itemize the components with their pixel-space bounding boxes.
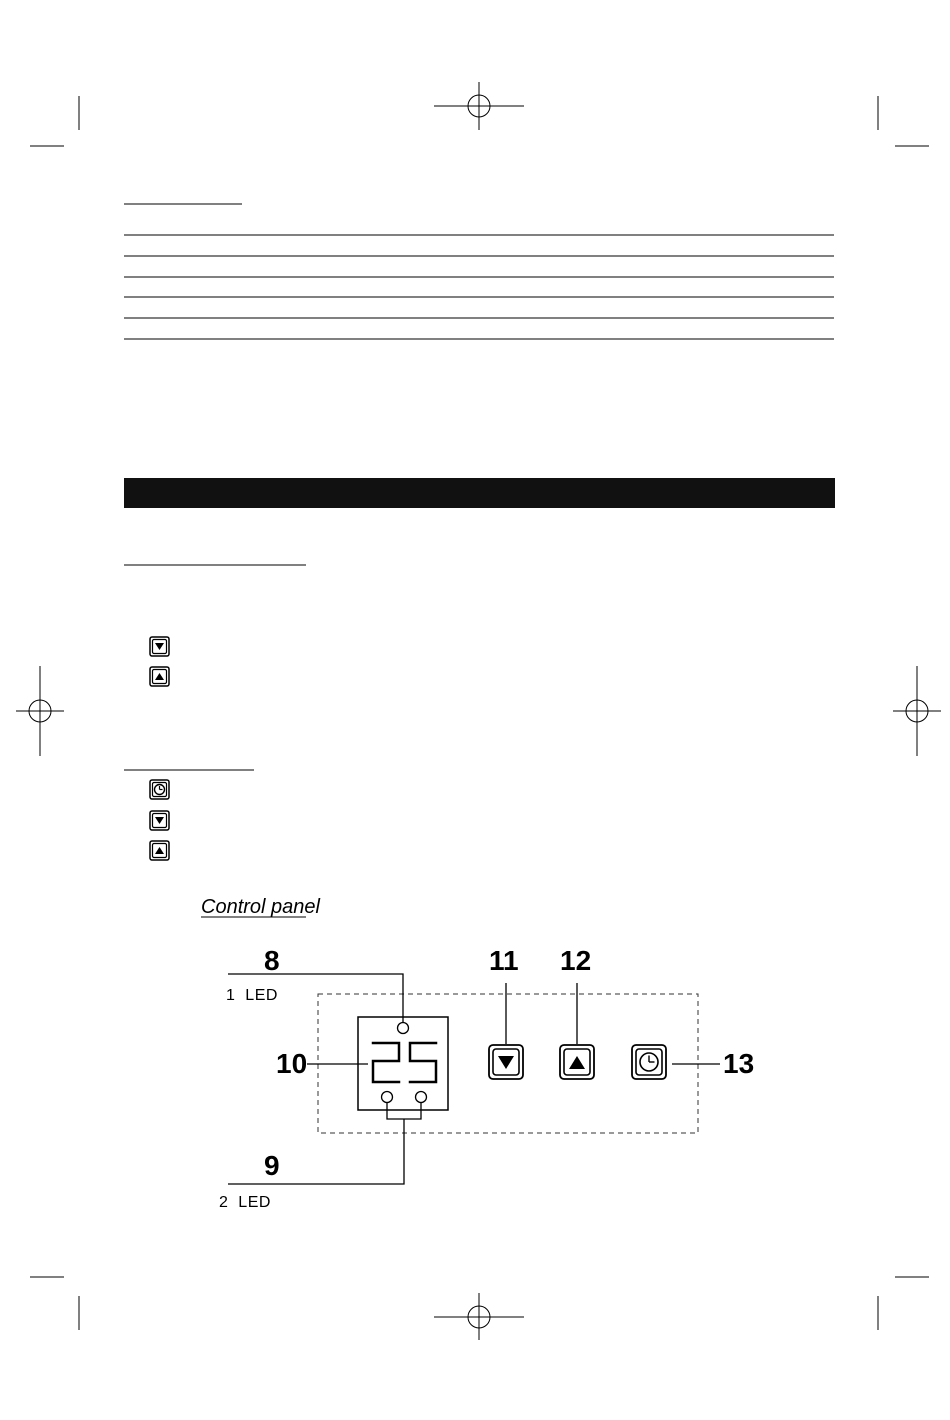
down-arrow-button-icon xyxy=(150,811,169,830)
clock-icon xyxy=(640,1053,658,1071)
down-button[interactable] xyxy=(489,1045,523,1079)
callout-11: 11 xyxy=(489,945,519,976)
control-panel-caption: Control panel xyxy=(201,896,320,918)
up-arrow-button-icon xyxy=(150,667,169,686)
down-arrow-button-icon xyxy=(150,637,169,656)
led-2b xyxy=(416,1092,427,1103)
timer-button[interactable] xyxy=(632,1045,666,1079)
crop-marks xyxy=(30,96,929,1330)
callout-10: 10 xyxy=(276,1048,308,1079)
callout-12: 12 xyxy=(560,945,592,976)
registration-mark-right xyxy=(893,666,941,756)
callout-8: 8 xyxy=(264,945,280,976)
led-label-1: 1 LED xyxy=(226,987,278,1004)
callout-9: 9 xyxy=(264,1150,280,1181)
led-label-2: 2 LED xyxy=(219,1194,271,1211)
led-1 xyxy=(398,1023,409,1034)
registration-mark-left xyxy=(16,666,64,756)
section-banner xyxy=(124,478,835,508)
up-arrow-button-icon xyxy=(150,841,169,860)
registration-mark-bottom xyxy=(434,1293,524,1340)
table-rules xyxy=(124,235,834,339)
up-button[interactable] xyxy=(560,1045,594,1079)
registration-mark-top xyxy=(434,82,524,130)
display-value: 25 xyxy=(0,0,2,1)
timer-clock-button-icon xyxy=(150,780,169,799)
callout-13: 13 xyxy=(723,1048,755,1079)
led-2a xyxy=(382,1092,393,1103)
